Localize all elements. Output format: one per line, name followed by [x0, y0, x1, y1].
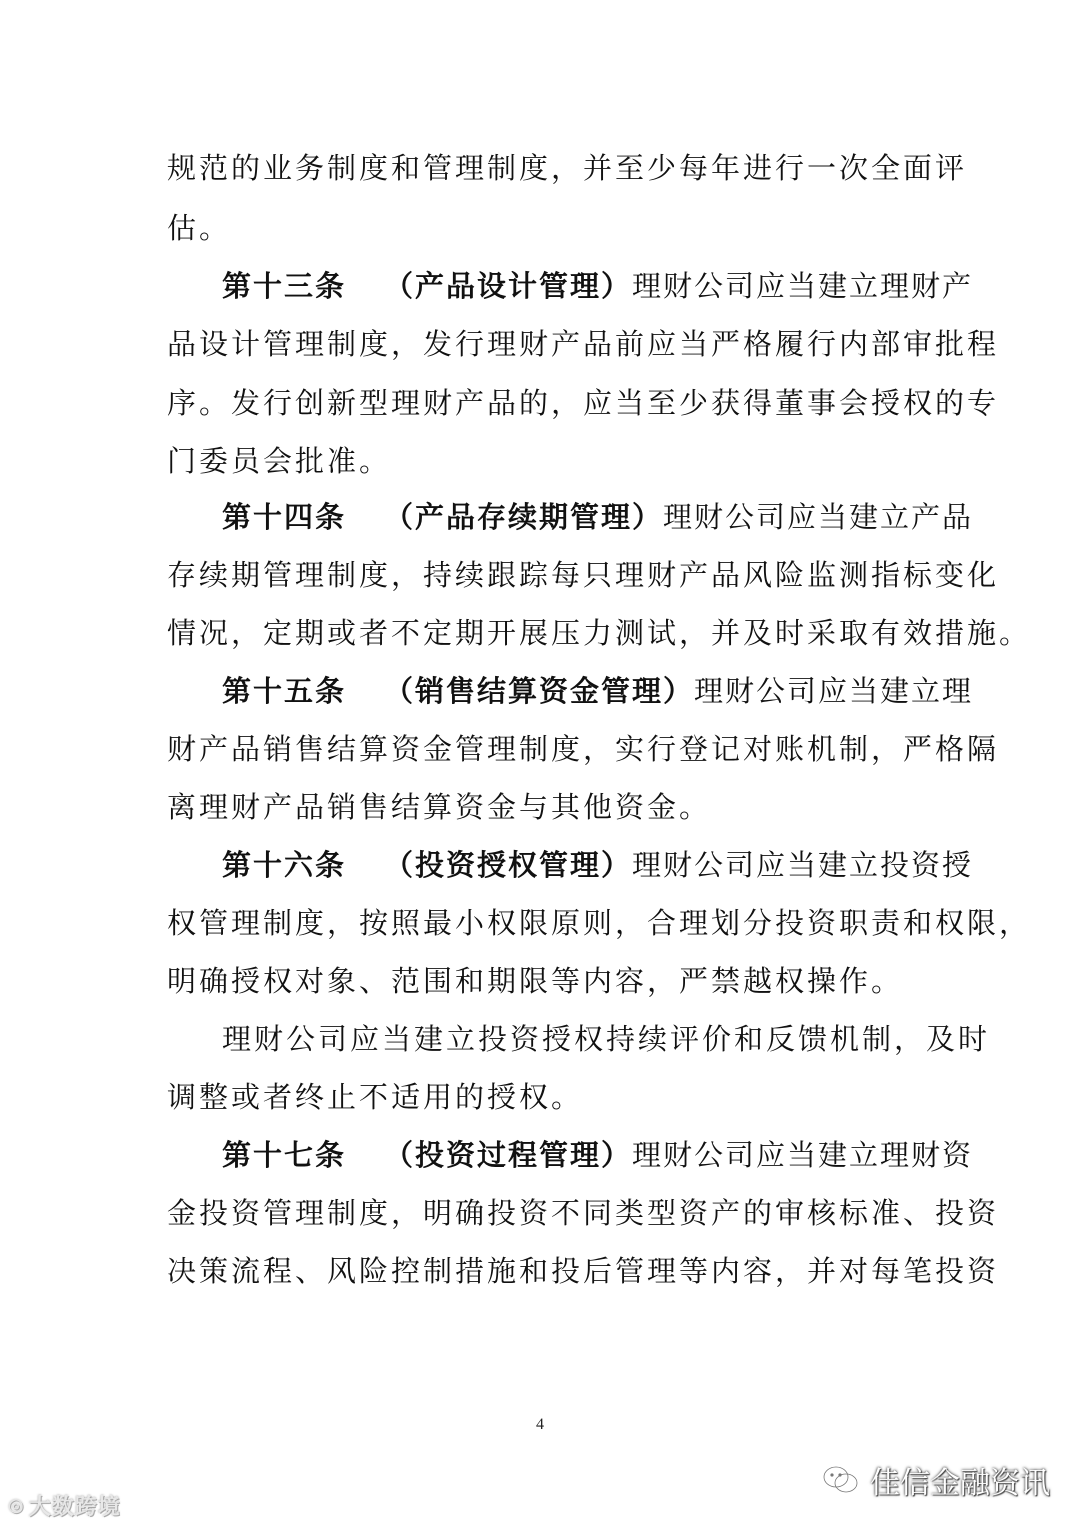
watermark-right-text: 佳信金融资讯 [870, 1466, 1050, 1501]
body-line: 理财公司应当建立投资授权持续评价和反馈机制，及时 [222, 1022, 991, 1056]
article-title: （产品设计管理） [384, 269, 633, 303]
article-number: 第十四条 [222, 500, 347, 534]
article-16-heading [222, 847, 974, 883]
article-14-heading [222, 499, 974, 535]
article-first-line [384, 268, 973, 304]
article-first-line [384, 499, 973, 535]
body-line: 品设计管理制度，发行理财产品前应当严格履行内部审批程 [167, 327, 1000, 361]
body-line: 序。发行创新型理财产品的，应当至少获得董事会授权的专 [167, 386, 1000, 420]
article-15-heading [222, 673, 974, 709]
body-line: 存续期管理制度，持续跟踪每只理财产品风险监测指标变化 [167, 558, 1000, 592]
article-first-line [384, 847, 973, 883]
article-number: 第十六条 [222, 848, 347, 882]
article-number: 第十五条 [222, 674, 347, 708]
article-first-rest: 理财公司应当建立理 [694, 674, 974, 708]
body-line: 明确授权对象、范围和期限等内容，严禁越权操作。 [167, 964, 904, 998]
wechat-icon [822, 1464, 860, 1496]
article-title: （产品存续期管理） [384, 500, 664, 534]
body-line: 离理财产品销售结算资金与其他资金。 [167, 790, 712, 824]
body-line: 财产品销售结算资金管理制度，实行登记对账机制，严格隔 [167, 732, 1000, 766]
watermark-right [822, 1458, 1050, 1502]
body-line: 金投资管理制度，明确投资不同类型资产的审核标准、投资 [167, 1196, 1000, 1230]
article-first-rest: 理财公司应当建立理财资 [632, 1138, 974, 1172]
article-first-rest: 理财公司应当建立理财产 [632, 269, 974, 303]
body-line: 情况，定期或者不定期开展压力测试，并及时采取有效措施。 [167, 616, 1032, 650]
watermark-logo-icon: ◎ [8, 1495, 25, 1516]
body-line: 调整或者终止不适用的授权。 [167, 1080, 584, 1114]
article-number: 第十七条 [222, 1138, 347, 1172]
watermark-left [8, 1490, 121, 1521]
body-line: 门委员会批准。 [167, 444, 392, 478]
article-first-line [384, 1137, 973, 1173]
body-line: 估。 [167, 211, 232, 245]
article-number: 第十三条 [222, 269, 347, 303]
body-line: 规范的业务制度和管理制度，并至少每年进行一次全面评 [167, 151, 968, 185]
article-title: （销售结算资金管理） [384, 674, 695, 708]
watermark-left-text: 大数跨境 [28, 1495, 121, 1520]
article-title: （投资授权管理） [384, 848, 633, 882]
body-line: 决策流程、风险控制措施和投后管理等内容，并对每笔投资 [167, 1254, 1000, 1288]
article-17-heading [222, 1137, 974, 1173]
article-first-rest: 理财公司应当建立投资授 [632, 848, 974, 882]
article-first-line [384, 673, 973, 709]
article-13-heading [222, 268, 974, 304]
page-number: 4 [536, 1416, 544, 1433]
body-line: 权管理制度，按照最小权限原则，合理划分投资职责和权限， [167, 906, 1032, 940]
article-title: （投资过程管理） [384, 1138, 633, 1172]
article-first-rest: 理财公司应当建立产品 [663, 500, 974, 534]
